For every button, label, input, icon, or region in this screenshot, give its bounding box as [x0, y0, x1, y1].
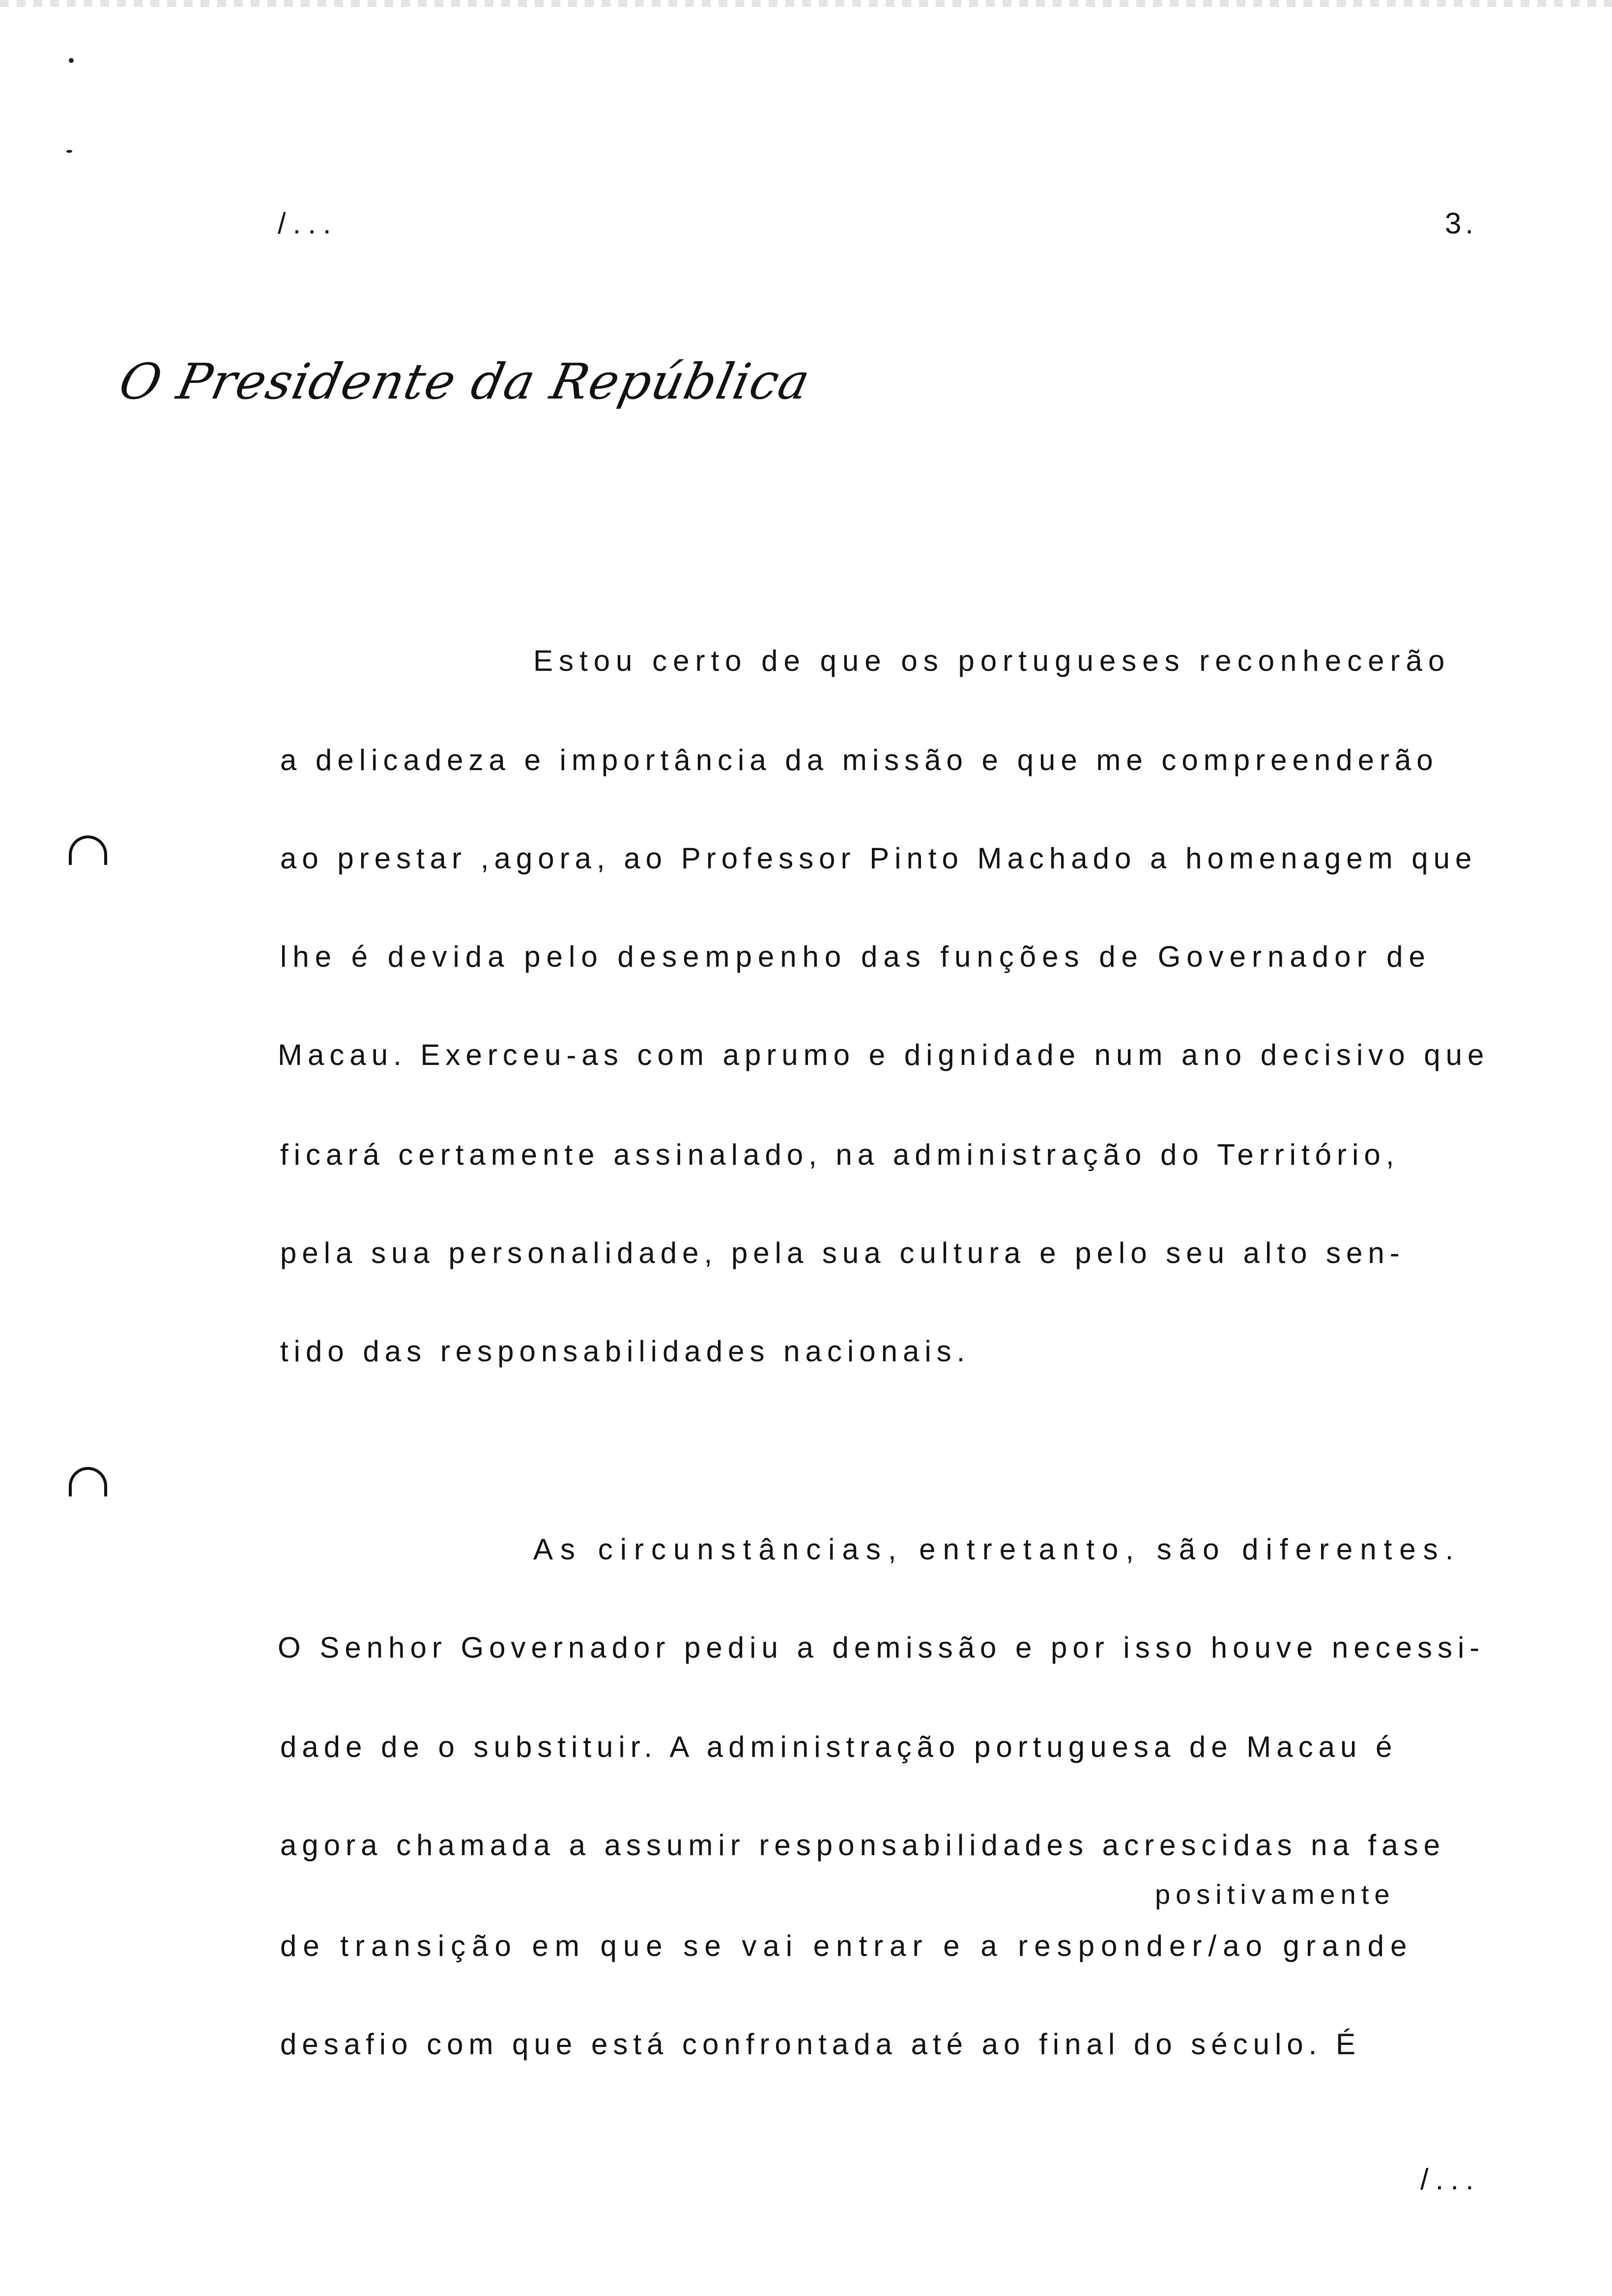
paragraph-2-line-2: O Senhor Governador pediu a demissão e por isso houve necessi- — [278, 1631, 1485, 1664]
paragraph-1-line-4: lhe é devida pelo desempenho das funções de Governador de — [280, 940, 1431, 973]
page-number: 3. — [1445, 207, 1478, 240]
paragraph-2-line-6: desafio com que está confrontada até ao final do século. É — [280, 2028, 1361, 2061]
paragraph-2-line-5: de transição em que se vai entrar e a responder/ao grande — [280, 1929, 1413, 1962]
paragraph-1-line-7: pela sua personalidade, pela sua cultura e pelo seu alto sen- — [280, 1236, 1405, 1269]
punch-hole-mark — [69, 1467, 107, 1496]
paragraph-1-line-2: a delicadeza e importância da missão e que me compreenderão — [280, 744, 1439, 776]
letterhead-script: O Presidente da República — [114, 353, 816, 410]
scan-speck — [69, 58, 74, 63]
paragraph-2-line-1: As circunstâncias, entretanto, são diferentes. — [533, 1533, 1461, 1566]
paragraph-2-line-4: agora chamada a assumir responsabilidades acrescidas na fase — [280, 1829, 1445, 1862]
paragraph-2-line-3: dade de o substituir. A administração portuguesa de Macau é — [280, 1730, 1398, 1763]
paragraph-1-line-1: Estou certo de que os portugueses reconhecerão — [533, 644, 1451, 677]
paragraph-1-line-5: Macau. Exerceu-as com aprumo e dignidade num ano decisivo que — [278, 1038, 1490, 1071]
punch-hole-mark — [69, 835, 107, 865]
paragraph-1-line-3: ao prestar ,agora, ao Professor Pinto Machado a homenagem que — [280, 842, 1477, 875]
paragraph-1-line-8: tido das responsabilidades nacionais. — [280, 1335, 971, 1368]
continuation-bottom-marker: /... — [1420, 2163, 1481, 2196]
paragraph-1-line-6: ficará certamente assinalado, na administração do Território, — [280, 1138, 1400, 1171]
handwritten-insertion: positivamente — [1155, 1879, 1395, 1910]
scan-top-edge — [0, 0, 1612, 7]
scan-speck — [66, 150, 72, 153]
continuation-top-marker: /... — [278, 207, 338, 240]
